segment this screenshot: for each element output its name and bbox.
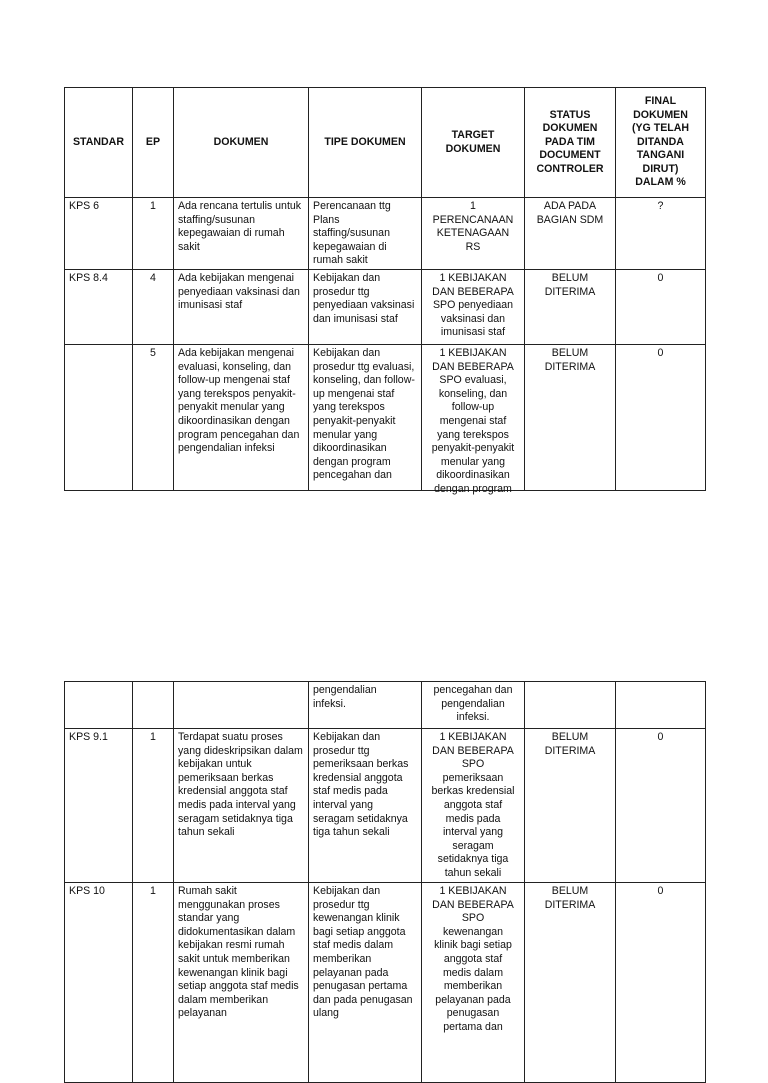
cell-ep: 1 — [133, 729, 174, 883]
cell-tipe-dokumen — [309, 883, 422, 1083]
header-final-dokumen: FINAL DOKUMEN (YG TELAH DITANDA TANGANI DIRUT) DALAM % — [616, 88, 706, 198]
cell-final-dokumen — [616, 682, 706, 729]
cell-standar: KPS 9.1 — [65, 729, 133, 883]
cell-ep-text: 5 — [150, 346, 156, 359]
cell-status-dokumen — [525, 883, 616, 1083]
cell-target-dokumen — [422, 883, 525, 1083]
cell-dokumen-text: Ada kebijakan mengenai evaluasi, konseling, dan follow-up mengenai staf yang terekspos penyakit-penyakit menular yang dikoordinasikan dengan program pencegahan dan pengendalian infeksi — [178, 346, 300, 455]
cell-tipe-dokumen — [309, 344, 422, 490]
cell-tipe-dokumen-text: Kebijakan dan prosedur ttg kewenangan klinik bagi setiap anggota staf medis dalam memberikan pelayanan pada penugasan pertama dan pada penugasan ulang — [313, 885, 413, 1020]
cell-final-dokumen: ? — [616, 198, 706, 270]
cell-tipe-dokumen: Kebijakan dan prosedur ttg penyediaan vaksinasi dan imunisasi staf — [309, 269, 422, 344]
cell-target-dokumen: 1 PERENCANAAN KETENAGAAN RS — [422, 198, 525, 270]
cell-standar — [65, 682, 133, 729]
cell-final-dokumen-text: 0 — [657, 885, 664, 897]
cell-tipe-dokumen: pengendalian infeksi. — [309, 682, 422, 729]
header-tipe-dokumen: TIPE DOKUMEN — [309, 88, 422, 198]
cell-status-dokumen-text: BELUM DITERIMA — [544, 346, 596, 373]
cell-final-dokumen-text: 0 — [657, 346, 664, 359]
cell-status-dokumen-text: BELUM DITERIMA — [544, 885, 596, 911]
cell-ep — [133, 883, 174, 1083]
cell-dokumen — [174, 883, 309, 1083]
cell-dokumen: Ada kebijakan mengenai penyediaan vaksinasi dan imunisasi staf — [174, 269, 309, 344]
header-standar: STANDAR — [65, 88, 133, 198]
header-target-dokumen: TARGET DOKUMEN — [422, 88, 525, 198]
cell-status-dokumen: BELUM DITERIMA — [525, 729, 616, 883]
header-ep: EP — [133, 88, 174, 198]
cell-ep — [133, 682, 174, 729]
table-header-row — [65, 88, 706, 198]
cell-dokumen: Ada rencana tertulis untuk staffing/susunan kepegawaian di rumah sakit — [174, 198, 309, 270]
header-dokumen: DOKUMEN — [174, 88, 309, 198]
cell-standar: KPS 8.4 — [65, 269, 133, 344]
cell-ep-text: 1 — [150, 885, 156, 897]
cell-dokumen: Terdapat suatu proses yang dideskripsikan dalam kebijakan untuk pemeriksaan berkas kredensial anggota staf medis pada interval yang seragam setidaknya tiga tahun sekali — [174, 729, 309, 883]
cell-dokumen-text: Rumah sakit menggunakan proses standar yang didokumentasikan dalam kebijakan resmi rumah sakit untuk memberikan kewenangan klinik bagi setiap anggota staf medis dalam memberikan pelayanan — [178, 885, 299, 1020]
table-row — [65, 883, 706, 1083]
cell-target-dokumen — [422, 344, 525, 495]
cell-standar-text: KPS 10 — [69, 885, 105, 897]
cell-status-dokumen: ADA PADA BAGIAN SDM — [525, 198, 616, 270]
cell-final-dokumen — [616, 344, 706, 490]
cell-standar — [65, 344, 133, 490]
document-table-page-2 — [64, 681, 706, 1083]
cell-tipe-dokumen: Kebijakan dan prosedur ttg pemeriksaan berkas kredensial anggota staf medis pada interval yang seragam setidaknya tiga tahun sekali — [309, 729, 422, 883]
table-row — [65, 344, 706, 490]
cell-final-dokumen: 0 — [616, 269, 706, 344]
cell-ep: 1 — [133, 198, 174, 270]
table-row — [65, 729, 706, 883]
header-status-dokumen: STATUS DOKUMEN PADA TIM DOCUMENT CONTROLER — [525, 88, 616, 198]
cell-dokumen — [174, 344, 309, 490]
cell-tipe-dokumen: Perencanaan ttg Plans staffing/susunan kepegawaian di rumah sakit — [309, 198, 422, 270]
cell-target-dokumen: pencegahan dan pengendalian infeksi. — [422, 682, 525, 729]
table-row — [65, 198, 706, 270]
cell-standar — [65, 883, 133, 1083]
cell-tipe-dokumen-text: Kebijakan dan prosedur ttg evaluasi, konseling, dan follow-up mengenai staf yang terekspos penyakit-penyakit menular yang dikoordinasikan dengan program pencegahan dan — [313, 346, 415, 482]
cell-final-dokumen: 0 — [616, 729, 706, 883]
cell-status-dokumen: BELUM DITERIMA — [525, 269, 616, 344]
document-table-page-1 — [64, 87, 706, 495]
cell-standar: KPS 6 — [65, 198, 133, 270]
cell-ep: 4 — [133, 269, 174, 344]
cell-ep — [133, 344, 174, 490]
cell-target-dokumen-text: 1 KEBIJAKAN DAN BEBERAPA SPO kewenangan klinik bagi setiap anggota staf medis dalam memberikan pelayanan pada penugasan pertama dan — [432, 885, 514, 1033]
cell-status-dokumen — [525, 682, 616, 729]
cell-target-dokumen-text: 1 KEBIJAKAN DAN BEBERAPA SPO evaluasi, konseling, dan follow-up mengenai staf yang terekspos penyakit-penyakit menular yang dikoordinasikan dengan program — [431, 346, 515, 495]
cell-final-dokumen — [616, 883, 706, 1083]
table-row — [65, 682, 706, 729]
cell-target-dokumen: 1 KEBIJAKAN DAN BEBERAPA SPO pemeriksaan berkas kredensial anggota staf medis pada interval yang seragam setidaknya tiga tahun sekali — [422, 729, 525, 883]
cell-dokumen — [174, 682, 309, 729]
table-row — [65, 269, 706, 344]
cell-status-dokumen — [525, 344, 616, 490]
cell-target-dokumen: 1 KEBIJAKAN DAN BEBERAPA SPO penyediaan vaksinasi dan imunisasi staf — [422, 269, 525, 344]
